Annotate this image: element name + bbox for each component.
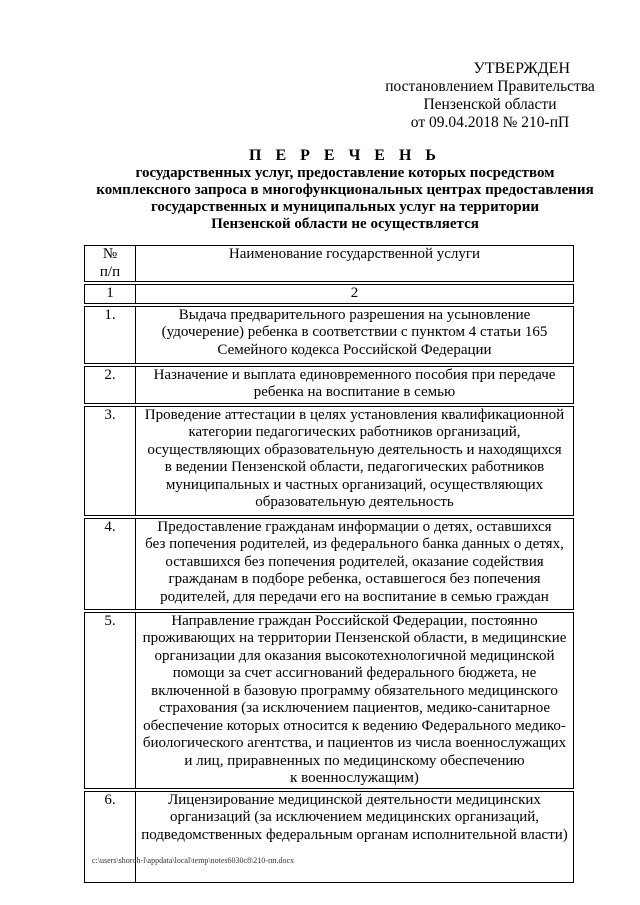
- table-row: [84, 518, 574, 610]
- row-number-cell: 4.: [84, 518, 135, 610]
- row-number-cell: 6.: [84, 791, 135, 883]
- approval-region: Пензенской области: [423, 96, 557, 113]
- row-name-line: ребенка на воспитание в семью: [253, 384, 456, 400]
- row-name-line: без попечения родителей, из федерального банка данных о детях,: [145, 536, 564, 552]
- row-name-cell: [135, 406, 574, 516]
- row-name-cell: [135, 791, 574, 883]
- row-name-line: страхования (за исключением пациентов, медико-санитарное: [158, 700, 551, 716]
- table-body: [84, 306, 574, 883]
- row-name-line: родителей, для передачи его на воспитание в семью граждан: [160, 588, 549, 605]
- approval-stamp: [370, 60, 610, 132]
- table-row: [84, 612, 574, 789]
- row-number-cell: 2.: [84, 366, 135, 404]
- header-number-cell: [84, 245, 135, 282]
- row-name-line: Назначение и выплата единовременного пособия при передаче: [153, 366, 556, 383]
- subtitle-line: государственных услуг, предоставление которых посредством: [135, 165, 555, 181]
- header-name-cell: Наименование государственной услуги: [135, 245, 574, 282]
- document-title: [90, 146, 600, 233]
- approval-date-number: от 09.04.2018 № 210-пП: [410, 114, 570, 131]
- row-name-line: категории педагогических работников организаций,: [188, 424, 521, 440]
- row-name-line: Семейного кодекса Российской Федерации: [217, 341, 492, 358]
- row-number-cell: 3.: [84, 406, 135, 516]
- row-name-cell: [135, 518, 574, 610]
- row-name-line: оставшихся без попечения родителей, оказание содействия: [165, 553, 544, 570]
- subtitle-line: Пензенской области не осуществляется: [211, 216, 479, 232]
- table-index-row: [84, 284, 574, 304]
- row-name-line: подведомственных федеральным органам исполнительной власти): [141, 826, 568, 843]
- table-row: [84, 306, 574, 364]
- row-name-line: включенной в базовую программу обязательного медицинского: [151, 682, 558, 699]
- file-path-footer: c:\users\shoroh-l\appdata\local\temp\notes6030c8\210-пп.docx: [92, 856, 295, 865]
- row-name-cell: [135, 366, 574, 404]
- header-number-line: п/п: [99, 263, 121, 280]
- row-name-line: муниципальных и частных организаций, осуществляющих: [165, 476, 544, 493]
- document-subtitle: [90, 165, 600, 233]
- row-number-cell: 1.: [84, 306, 135, 364]
- approval-authority: постановлением Правительства: [385, 78, 595, 95]
- row-name-line: образовательную деятельность: [255, 494, 454, 510]
- row-name-cell: [135, 306, 574, 364]
- row-name-line: биологического агентства, и пациентов из числа военнослужащих: [142, 735, 567, 751]
- row-name-line: Лицензирование медицинской деятельности медицинских: [168, 791, 541, 808]
- table-header-row: [84, 245, 574, 282]
- subtitle-line: комплексного запроса в многофункциональных центрах предоставления: [96, 182, 594, 198]
- header-number-line: №: [102, 246, 118, 262]
- table-row: [84, 791, 574, 883]
- document-heading: П Е Р Е Ч Е Н Ь: [249, 147, 441, 164]
- row-name-line: проживающих на территории Пензенской области, в медицинские: [142, 630, 567, 646]
- table-row: [84, 406, 574, 516]
- row-name-line: к военнослужащим): [290, 770, 419, 786]
- index-number-cell: 1: [84, 284, 135, 304]
- row-name-line: Направление граждан Российской Федерации, постоянно: [171, 612, 538, 629]
- row-name-line: помощи за счет ассигнований федерального бюджета, не: [172, 665, 537, 681]
- row-name-line: гражданам в подборе ребенка, оставшегося без попечения: [168, 571, 541, 587]
- row-name-cell: [135, 612, 574, 789]
- subtitle-line: государственных и муниципальных услуг на территории: [150, 199, 540, 215]
- row-name-line: Проведение аттестации в целях установления квалификационной: [144, 406, 565, 423]
- row-name-line: и лиц, приравненных по медицинскому обеспечению: [184, 752, 525, 769]
- row-name-line: организации для оказания высокотехнологичной медицинской: [154, 647, 555, 664]
- table-row: [84, 366, 574, 404]
- row-name-line: Выдача предварительного разрешения на усыновление: [178, 306, 531, 323]
- row-name-line: (удочерение) ребенка в соответствии с пунктом 4 статьи 165: [161, 324, 548, 340]
- row-name-line: Предоставление гражданам информации о детях, оставшихся: [157, 518, 552, 535]
- services-table: [84, 243, 574, 885]
- row-name-line: в ведении Пензенской области, педагогических работников: [164, 459, 545, 475]
- row-number-cell: 5.: [84, 612, 135, 789]
- row-name-line: осуществляющих образовательную деятельность и находящихся: [147, 441, 562, 458]
- row-name-line: организаций (за исключением медицинских организаций,: [169, 809, 540, 825]
- row-name-line: обеспечение которых относится к ведению Федерального медико-: [143, 717, 566, 734]
- index-name-cell: 2: [135, 284, 574, 304]
- approval-label: УТВЕРЖДЕН: [473, 60, 570, 77]
